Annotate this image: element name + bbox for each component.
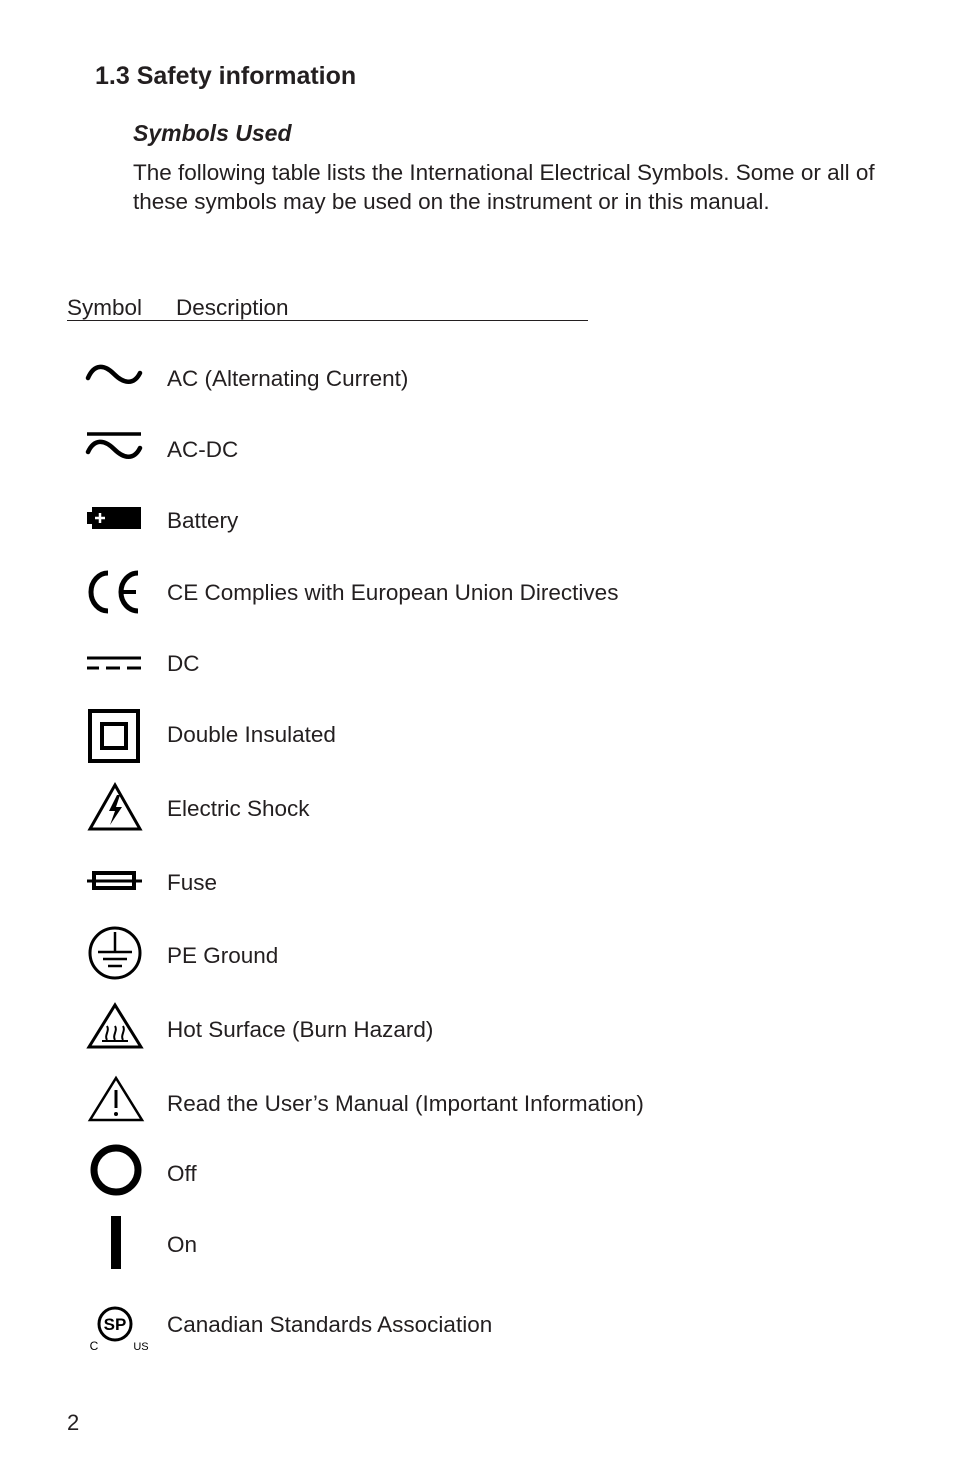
symbol-row-electric-shock (0, 779, 954, 839)
symbol-description: CE Complies with European Union Directives (167, 580, 619, 605)
dc-icon (84, 634, 150, 694)
svg-text:C: C (89, 1339, 99, 1353)
symbol-row-ac (0, 349, 954, 409)
hot-surface-icon (84, 1000, 150, 1060)
electric-shock-icon (84, 779, 150, 839)
off-icon (84, 1144, 150, 1204)
symbol-row-read-manual (0, 1074, 954, 1134)
svg-text:SP: SP (103, 1315, 127, 1334)
description-column-header: Description (176, 295, 289, 320)
pe-ground-icon (84, 926, 150, 986)
symbol-description: AC-DC (167, 437, 239, 462)
symbol-row-fuse (0, 853, 954, 913)
symbol-row-dc (0, 634, 954, 694)
symbol-description: On (167, 1232, 198, 1257)
symbol-description: Fuse (167, 870, 218, 895)
section-title: 1.3 Safety information (95, 62, 357, 90)
symbol-row-pe-ground (0, 926, 954, 986)
ac-icon (84, 349, 150, 409)
symbol-description: DC (167, 651, 200, 676)
svg-text:US: US (133, 1341, 149, 1353)
symbol-column-header: Symbol (67, 295, 143, 320)
symbol-description: Hot Surface (Burn Hazard) (167, 1017, 434, 1042)
symbol-description: Electric Shock (167, 796, 310, 821)
symbol-description: Battery (167, 508, 239, 533)
symbol-row-on (0, 1215, 954, 1275)
symbol-description: Double Insulated (167, 722, 336, 747)
symbol-row-battery (0, 491, 954, 551)
warning-icon (84, 1074, 150, 1134)
ce-mark-icon (84, 563, 150, 623)
fuse-icon (84, 853, 150, 913)
symbol-description: Canadian Standards Association (167, 1312, 493, 1337)
symbol-row-ac-dc (0, 420, 954, 480)
on-icon (84, 1215, 150, 1275)
battery-icon (84, 491, 150, 551)
symbol-description: AC (Alternating Current) (167, 366, 409, 391)
csa-mark-icon (84, 1295, 150, 1355)
intro-paragraph: The following table lists the International Electrical Symbols. Some or all of these symbols may be used on the instrument or in this manual. (133, 160, 875, 214)
symbols-used-subtitle: Symbols Used (133, 120, 292, 146)
symbol-row-ce (0, 563, 954, 623)
symbol-row-csa (0, 1295, 954, 1355)
symbol-row-hot-surface (0, 1000, 954, 1060)
double-insulated-icon (84, 705, 150, 765)
symbol-description: PE Ground (167, 943, 279, 968)
ac-dc-icon (84, 420, 150, 480)
symbol-row-off (0, 1144, 954, 1204)
symbol-description: Read the User’s Manual (Important Information) (167, 1091, 644, 1116)
symbol-description: Off (167, 1161, 197, 1186)
page-number: 2 (67, 1410, 80, 1435)
symbol-row-double-insulated (0, 705, 954, 765)
table-header (67, 296, 588, 321)
